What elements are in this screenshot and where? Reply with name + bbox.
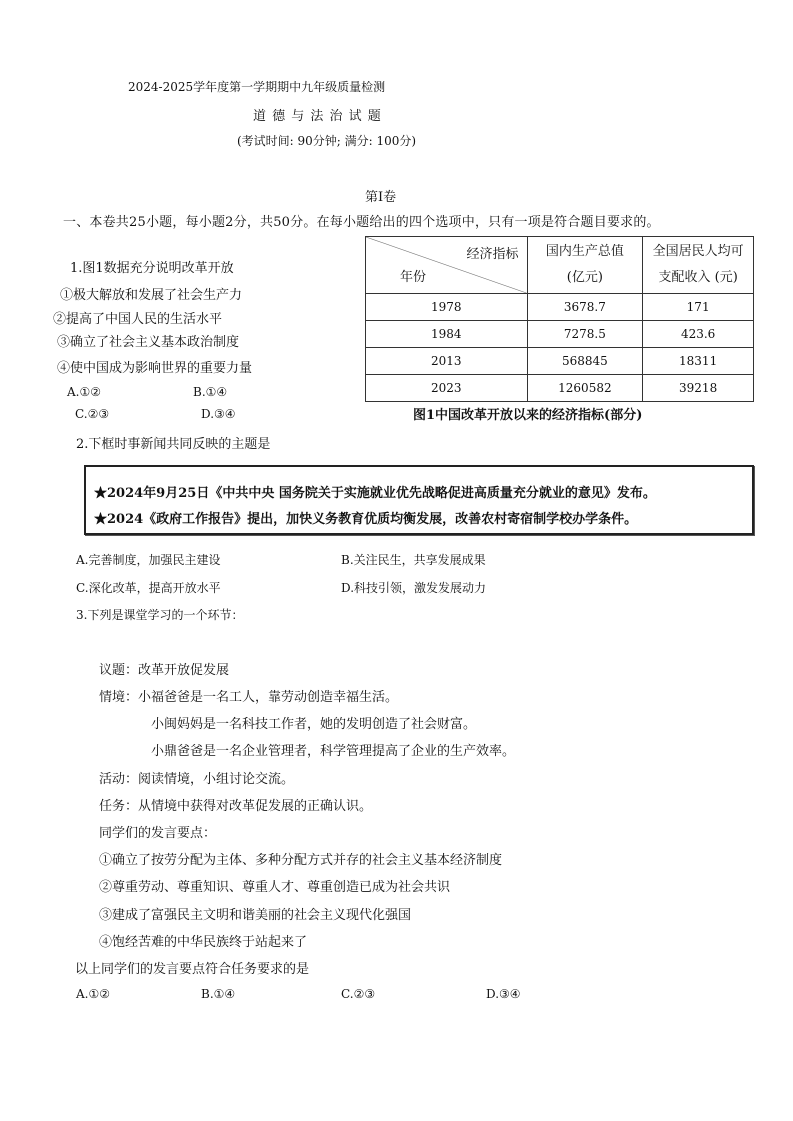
q3-topic: 议题：改革开放促发展 <box>99 663 230 678</box>
table-row <box>366 348 754 375</box>
q3-point: ①确立了按劳分配为主体、多种分配方式并存的社会主义基本经济制度 <box>99 853 503 868</box>
q3-option-b[interactable]: B.①④ <box>201 987 236 1001</box>
cell-income: 39218 <box>643 375 754 402</box>
cell-year: 1978 <box>366 294 528 321</box>
news-box <box>84 465 754 535</box>
cell-gdp: 3678.7 <box>527 294 643 321</box>
q2-option-a[interactable]: A.完善制度，加强民主建设 <box>76 553 221 567</box>
q3-option-d[interactable]: D.③④ <box>486 987 521 1001</box>
header-indicator-label: 经济指标 <box>466 247 519 262</box>
table-row <box>366 375 754 402</box>
q3-situation: 情境：小福爸爸是一名工人，靠劳动创造幸福生活。 <box>99 690 399 705</box>
q1-option-b[interactable]: B.①④ <box>193 385 228 399</box>
q3-option-a[interactable]: A.①② <box>76 987 110 1001</box>
header-income-line1: 全国居民人均可 <box>652 244 744 259</box>
news-item: ★2024《政府工作报告》提出，加快义务教育优质均衡发展，改善农村寄宿制学校办学条件。 <box>94 512 638 527</box>
q3-situation: 小闽妈妈是一名科技工作者，她的发明创造了社会财富。 <box>151 717 477 732</box>
q1-option-c[interactable]: C.②③ <box>75 407 110 421</box>
q3-activity: 活动：阅读情境，小组讨论交流。 <box>99 772 295 787</box>
q3-points-intro: 同学们的发言要点： <box>99 826 217 841</box>
q3-task: 任务：从情境中获得对改革促发展的正确认识。 <box>99 799 373 814</box>
header-income <box>643 237 754 294</box>
q3-stem: 3.下列是课堂学习的一个环节： <box>76 608 244 622</box>
table-caption: 图1中国改革开放以来的经济指标(部分) <box>413 408 643 423</box>
q3-conclusion: 以上同学们的发言要点符合任务要求的是 <box>75 962 310 977</box>
header-gdp-line2: (亿元) <box>566 270 603 285</box>
economic-indicator-table <box>365 236 754 402</box>
header-year-label: 年份 <box>400 270 427 285</box>
cell-income: 171 <box>643 294 754 321</box>
q1-item: ①极大解放和发展了社会生产力 <box>60 288 243 303</box>
header-gdp <box>527 237 643 294</box>
q1-item: ④使中国成为影响世界的重要力量 <box>57 361 253 376</box>
q2-option-c[interactable]: C.深化改革，提高开放水平 <box>76 581 221 595</box>
section-title: 第Ⅰ卷 <box>365 190 397 205</box>
q3-point: ④饱经苦难的中华民族终于站起来了 <box>99 935 308 950</box>
exam-time-info: (考试时间: 90分钟; 满分: 100分) <box>237 134 417 148</box>
table-diagonal-header-cell <box>366 237 528 294</box>
header-gdp-line1: 国内生产总值 <box>545 244 624 259</box>
q1-item: ②提高了中国人民的生活水平 <box>53 312 223 327</box>
q2-option-d[interactable]: D.科技引领，激发发展动力 <box>341 581 487 595</box>
subject-title: 道 德 与 法 治 试 题 <box>253 109 382 124</box>
table-row <box>366 294 754 321</box>
cell-year: 1984 <box>366 321 528 348</box>
table-row <box>366 321 754 348</box>
q1-stem: 1.图1数据充分说明改革开放 <box>70 261 234 276</box>
cell-year: 2013 <box>366 348 528 375</box>
section-instructions: 一、本卷共25小题，每小题2分，共50分。在每小题给出的四个选项中，只有一项是符合题目要求的。 <box>63 215 660 230</box>
q1-option-d[interactable]: D.③④ <box>201 407 236 421</box>
cell-income: 18311 <box>643 348 754 375</box>
q3-option-c[interactable]: C.②③ <box>341 987 376 1001</box>
cell-gdp: 568845 <box>527 348 643 375</box>
q3-situation: 小鼎爸爸是一名企业管理者，科学管理提高了企业的生产效率。 <box>151 744 516 759</box>
cell-income: 423.6 <box>643 321 754 348</box>
q1-option-a[interactable]: A.①② <box>67 385 101 399</box>
q2-stem: 2.下框时事新闻共同反映的主题是 <box>76 437 271 452</box>
cell-gdp: 1260582 <box>527 375 643 402</box>
cell-year: 2023 <box>366 375 528 402</box>
q2-option-b[interactable]: B.关注民生，共享发展成果 <box>341 553 486 567</box>
header-income-line2: 支配收入 (元) <box>658 270 738 285</box>
cell-gdp: 7278.5 <box>527 321 643 348</box>
q1-item: ③确立了社会主义基本政治制度 <box>57 335 240 350</box>
exam-title: 2024-2025学年度第一学期期中九年级质量检测 <box>128 80 386 94</box>
q3-point: ③建成了富强民主文明和谐美丽的社会主义现代化强国 <box>99 908 412 923</box>
news-item: ★2024年9月25日《中共中央 国务院关于实施就业优先战略促进高质量充分就业的意见》发布。 <box>94 486 656 501</box>
q3-point: ②尊重劳动、尊重知识、尊重人才、尊重创造已成为社会共识 <box>99 880 451 895</box>
